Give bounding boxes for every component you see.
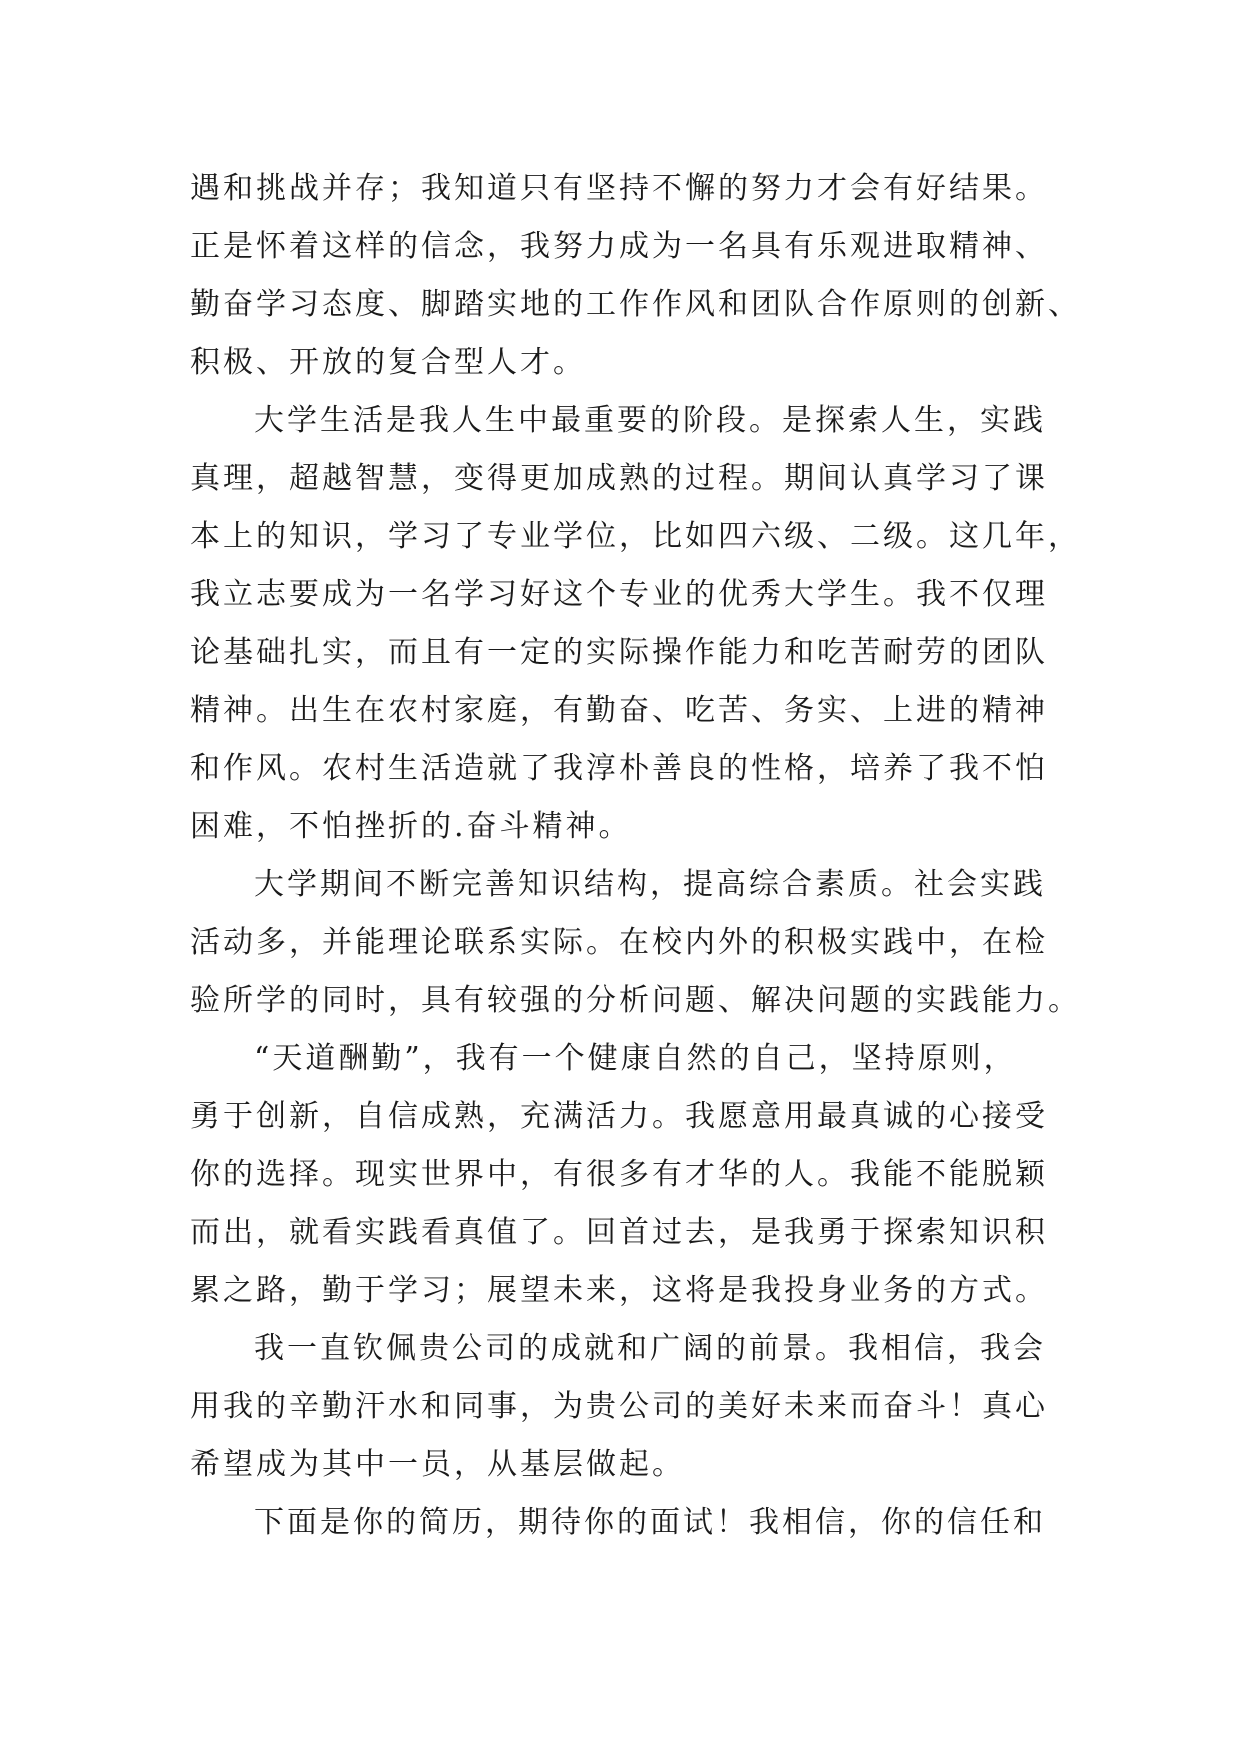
text-line: 积极、开放的复合型人才。 bbox=[190, 345, 586, 380]
text-line: 精神。出生在农村家庭，有勤奋、吃苦、务实、上进的精神 bbox=[190, 693, 1048, 728]
text-line: 下面是你的简历，期待你的面试！我相信，你的信任和 bbox=[254, 1505, 1046, 1540]
text-line: 论基础扎实，而且有一定的实际操作能力和吃苦耐劳的团队 bbox=[190, 635, 1048, 670]
text-line: 验所学的同时，具有较强的分析问题、解决问题的实践能力。 bbox=[190, 983, 1081, 1018]
text-line: 和作风。农村生活造就了我淳朴善良的性格，培养了我不怕 bbox=[190, 751, 1048, 786]
text-line: 累之路，勤于学习；展望未来，这将是我投身业务的方式。 bbox=[190, 1273, 1048, 1308]
text-line: 真理，超越智慧，变得更加成熟的过程。期间认真学习了课 bbox=[190, 461, 1048, 496]
text-line: 希望成为其中一员，从基层做起。 bbox=[190, 1447, 685, 1482]
text-line: 大学生活是我人生中最重要的阶段。是探索人生，实践 bbox=[254, 403, 1046, 438]
text-line: 遇和挑战并存；我知道只有坚持不懈的努力才会有好结果。 bbox=[190, 171, 1048, 206]
text-line: 本上的知识，学习了专业学位，比如四六级、二级。这几年， bbox=[190, 519, 1081, 554]
text-line: 勤奋学习态度、脚踏实地的工作作风和团队合作原则的创新、 bbox=[190, 287, 1081, 322]
text-line: 正是怀着这样的信念，我努力成为一名具有乐观进取精神、 bbox=[190, 229, 1048, 264]
text-line: 你的选择。现实世界中，有很多有才华的人。我能不能脱颖 bbox=[190, 1157, 1048, 1192]
text-line: 用我的辛勤汗水和同事，为贵公司的美好未来而奋斗！真心 bbox=[190, 1389, 1048, 1424]
text-line: 困难，不怕挫折的.奋斗精神。 bbox=[190, 809, 632, 844]
text-line: 大学期间不断完善知识结构，提高综合素质。社会实践 bbox=[254, 867, 1046, 902]
text-line: 活动多，并能理论联系实际。在校内外的积极实践中，在检 bbox=[190, 925, 1048, 960]
text-line: 勇于创新，自信成熟，充满活力。我愿意用最真诚的心接受 bbox=[190, 1099, 1048, 1134]
text-line: “天道酬勤”，我有一个健康自然的自己，坚持原则， bbox=[254, 1041, 1017, 1076]
text-line: 而出，就看实践看真值了。回首过去，是我勇于探索知识积 bbox=[190, 1215, 1048, 1250]
text-line: 我立志要成为一名学习好这个专业的优秀大学生。我不仅理 bbox=[190, 577, 1048, 612]
document-body bbox=[190, 160, 1090, 1552]
text-line: 我一直钦佩贵公司的成就和广阔的前景。我相信，我会 bbox=[254, 1331, 1046, 1366]
